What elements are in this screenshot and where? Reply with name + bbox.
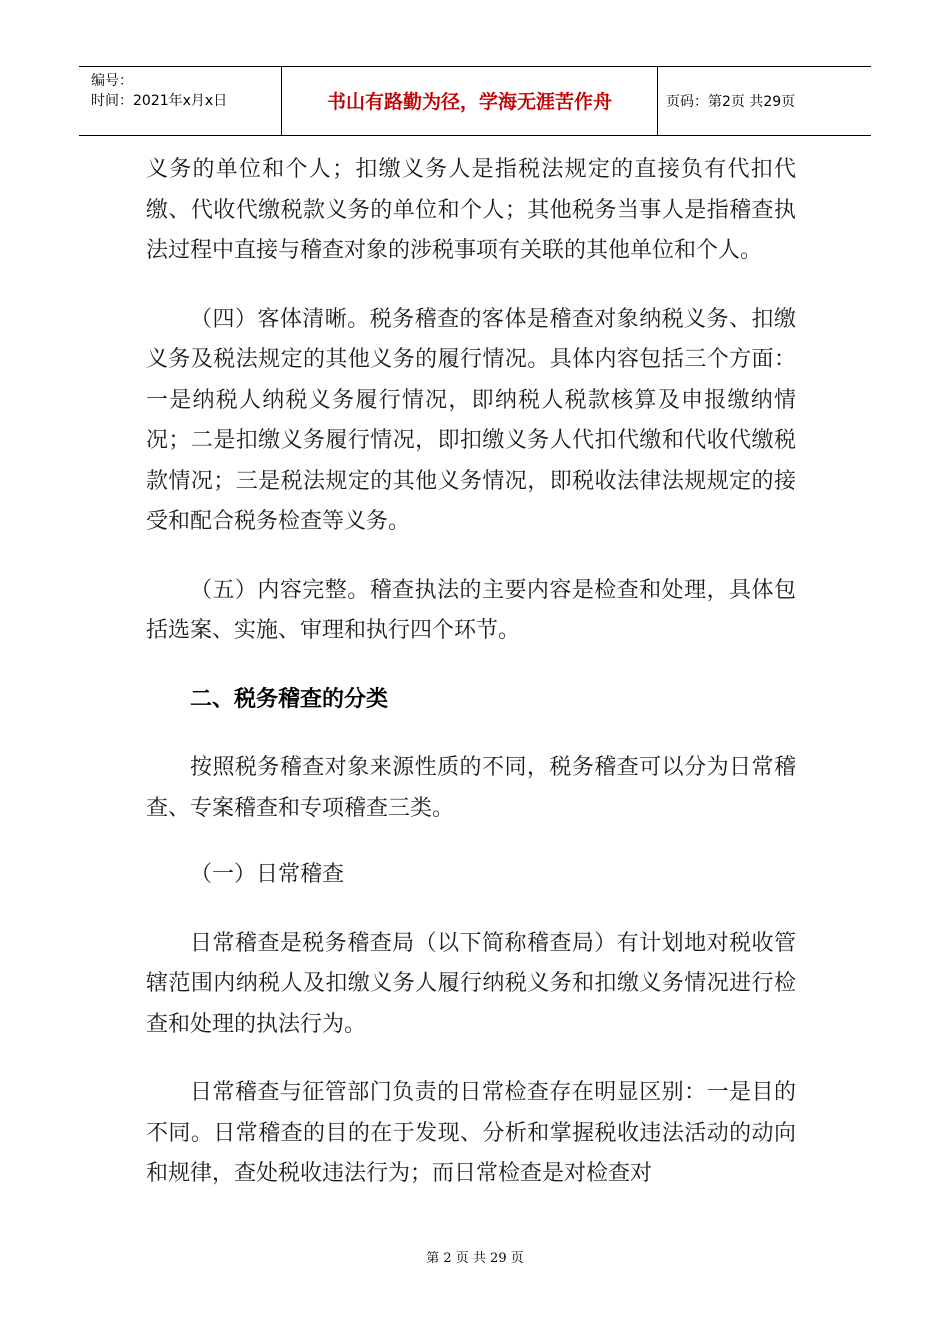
document-body [146, 150, 796, 1195]
page-header [79, 66, 871, 136]
paragraph-routine-audit-definition: 日常稽查是税务稽查局（以下简称稽查局）有计划地对税收管辖范围内纳税人及扣缴义务人履行纳税义务和扣缴义务情况进行检查和处理的执法行为。 [146, 930, 796, 1037]
header-motto: 书山有路勤为径，学海无涯苦作舟 [326, 91, 612, 113]
document-time-label: 时间：2021年x月x日 [91, 93, 228, 109]
paragraph-object-clear: （四）客体清晰。税务稽查的客体是稽查对象纳税义务、扣缴义务及税法规定的其他义务的履行情况。具体内容包括三个方面：一是纳税人纳税义务履行情况，即纳税人税款核算及申报缴纳情况；二是扣缴义务履行情况，即扣缴义务人代扣代缴和代收代缴税款情况；三是税法规定的其他义务情况，即税收法律法规规定的接受和配合税务检查等义务。 [146, 306, 796, 534]
header-meta-cell [79, 67, 282, 135]
header-motto-cell [282, 67, 658, 135]
section-heading-classification: 二、税务稽查的分类 [190, 686, 389, 712]
paragraph-content-complete: （五）内容完整。稽查执法的主要内容是检查和处理，具体包括选案、实施、审理和执行四个环节。 [146, 577, 796, 643]
subheading-routine-audit: （一）日常稽查 [190, 862, 345, 887]
header-page-cell [658, 67, 871, 135]
paragraph-routine-audit-difference: 日常稽查与征管部门负责的日常检查存在明显区别：一是目的不同。日常稽查的目的在于发现、分析和掌握税收违法活动的动向和规律，查处税收违法行为；而日常检查是对检查对 [146, 1080, 796, 1186]
header-page-info: 页码：第2页 共29页 [666, 94, 796, 110]
document-number-label: 编号： [91, 73, 133, 89]
paragraph-classification-intro: 按照税务稽查对象来源性质的不同，税务稽查可以分为日常稽查、专案稽查和专项稽查三类。 [146, 755, 796, 821]
paragraph-parties-definition: 义务的单位和个人；扣缴义务人是指税法规定的直接负有代扣代缴、代收代缴税款义务的单位和个人；其他税务当事人是指稽查执法过程中直接与稽查对象的涉税事项有关联的其他单位和个人。 [146, 157, 796, 263]
page-footer-number: 第 2 页 共 29 页 [426, 1251, 524, 1266]
